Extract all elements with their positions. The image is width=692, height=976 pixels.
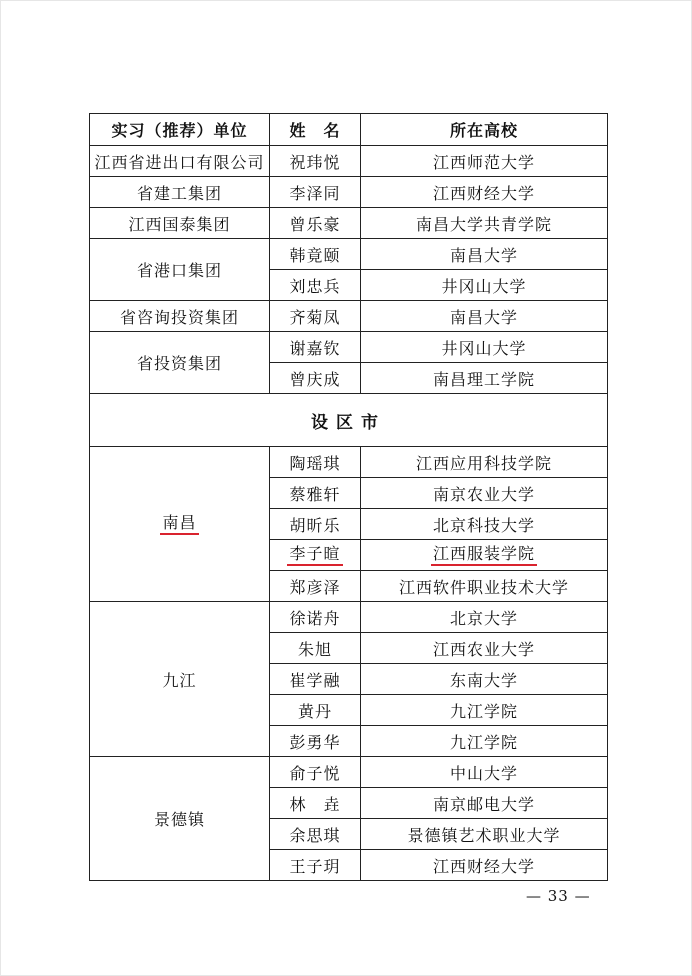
section-title: 设区市 (90, 394, 608, 447)
unit-cell: 省咨询投资集团 (90, 301, 270, 332)
school-cell: 江西财经大学 (361, 850, 608, 881)
unit-cell: 省投资集团 (90, 332, 270, 394)
name-cell: 祝玮悦 (270, 146, 361, 177)
table-row (90, 239, 608, 270)
name-cell: 韩竟颐 (270, 239, 361, 270)
school-cell: 中山大学 (361, 757, 608, 788)
name-cell: 朱旭 (270, 633, 361, 664)
unit-cell: 江西省进出口有限公司 (90, 146, 270, 177)
table-row (90, 757, 608, 788)
name-cell: 谢嘉钦 (270, 332, 361, 363)
header-row (90, 114, 608, 146)
unit-cell: 江西国泰集团 (90, 208, 270, 239)
school-cell: 南昌大学 (361, 239, 608, 270)
school-cell: 南京邮电大学 (361, 788, 608, 819)
name-cell: 李泽同 (270, 177, 361, 208)
name-cell: 胡昕乐 (270, 509, 361, 540)
school-cell: 南昌大学共青学院 (361, 208, 608, 239)
table-row (90, 447, 608, 478)
school-cell: 景德镇艺术职业大学 (361, 819, 608, 850)
name-cell: 俞子悦 (270, 757, 361, 788)
school-cell: 南昌理工学院 (361, 363, 608, 394)
table-row (90, 332, 608, 363)
name-cell: 齐菊凤 (270, 301, 361, 332)
school-cell: 江西师范大学 (361, 146, 608, 177)
school-cell: 东南大学 (361, 664, 608, 695)
header-school: 所在高校 (361, 114, 608, 146)
table-row (90, 177, 608, 208)
school-cell: 江西财经大学 (361, 177, 608, 208)
table-row (90, 301, 608, 332)
unit-cell: 省建工集团 (90, 177, 270, 208)
city-cell: 九江 (90, 602, 270, 757)
name-cell: 郑彦泽 (270, 571, 361, 602)
name-cell (270, 540, 361, 571)
name-cell: 刘忠兵 (270, 270, 361, 301)
highlighted-name: 李子暄 (287, 545, 342, 566)
page-number: — 33 — (526, 887, 591, 905)
table-row (90, 146, 608, 177)
school-cell: 南京农业大学 (361, 478, 608, 509)
table-row (90, 602, 608, 633)
school-cell: 江西应用科技学院 (361, 447, 608, 478)
header-unit: 实习（推荐）单位 (90, 114, 270, 146)
name-cell: 陶瑶琪 (270, 447, 361, 478)
school-cell: 井冈山大学 (361, 332, 608, 363)
school-cell: 井冈山大学 (361, 270, 608, 301)
name-cell: 徐诺舟 (270, 602, 361, 633)
name-cell: 黄丹 (270, 695, 361, 726)
name-cell: 王子玥 (270, 850, 361, 881)
header-name: 姓 名 (270, 114, 361, 146)
name-cell: 彭勇华 (270, 726, 361, 757)
school-cell: 九江学院 (361, 726, 608, 757)
name-cell: 余思琪 (270, 819, 361, 850)
school-cell: 南昌大学 (361, 301, 608, 332)
unit-cell: 省港口集团 (90, 239, 270, 301)
city-cell (90, 447, 270, 602)
name-cell: 蔡雅轩 (270, 478, 361, 509)
school-cell: 北京大学 (361, 602, 608, 633)
highlighted-school: 江西服装学院 (431, 545, 537, 566)
city-label: 南昌 (160, 514, 198, 535)
roster-table (89, 113, 608, 881)
school-cell: 北京科技大学 (361, 509, 608, 540)
name-cell: 曾庆成 (270, 363, 361, 394)
table-row (90, 208, 608, 239)
name-cell: 崔学融 (270, 664, 361, 695)
name-cell: 林 垚 (270, 788, 361, 819)
section-row (90, 394, 608, 447)
school-cell: 九江学院 (361, 695, 608, 726)
school-cell: 江西软件职业技术大学 (361, 571, 608, 602)
school-cell (361, 540, 608, 571)
name-cell: 曾乐豪 (270, 208, 361, 239)
city-cell: 景德镇 (90, 757, 270, 881)
school-cell: 江西农业大学 (361, 633, 608, 664)
